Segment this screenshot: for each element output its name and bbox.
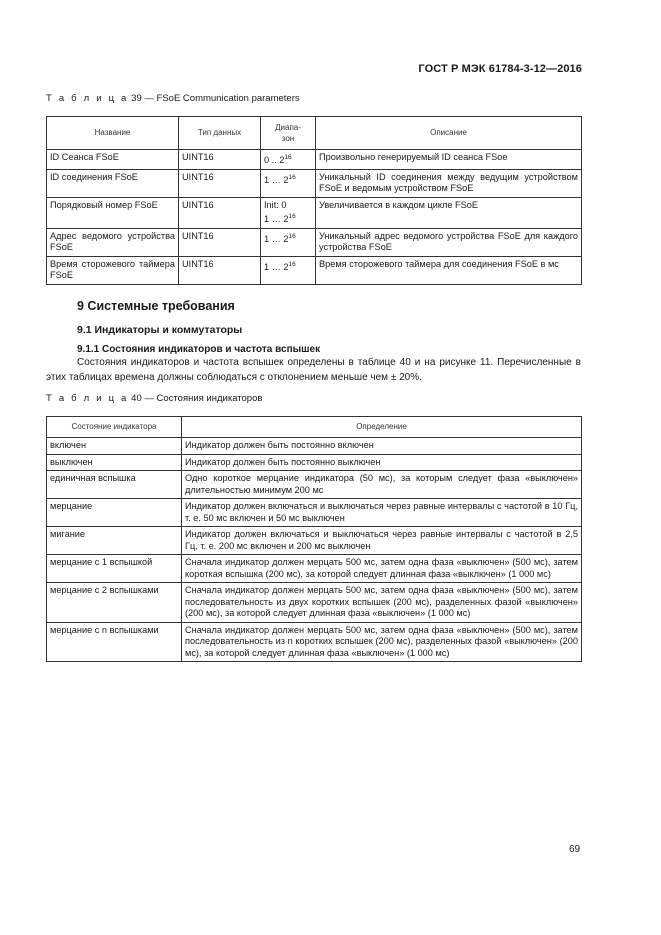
definition-cell: Сначала индикатор должен мерцать 500 мс, затем одна фаза «выключен» (500 мс), затем последовательность из n коротких вспышек (200 мс), разделенных фазой «выключен» (200 мс), за которой следует длинная фаза «выключен» (1 000 мс) [182, 622, 582, 662]
indicator-state-cell: мерцание с 1 вспышкой [47, 555, 182, 583]
range-value: 1 … 2 [264, 233, 289, 244]
indicator-state-cell: мерцание с 2 вспышками [47, 583, 182, 623]
definition-cell: Индикатор должен включаться и выключаться через равные интервалы с частотой в 10 Гц, т. е. 50 мс включен и 50 мс выключен [182, 499, 582, 527]
param-name-cell: ID соединения FSoE [47, 169, 179, 197]
caption-text: 40 — Состояния индикаторов [128, 393, 263, 404]
table-39 [46, 116, 582, 285]
description-cell: Уникальный адрес ведомого устройства FSoE для каждого устройства FSoE [316, 228, 582, 256]
range-cell [261, 169, 316, 197]
table-row [47, 169, 582, 197]
column-header: Определение [182, 417, 582, 438]
caption-prefix: Т а б л и ц а [46, 93, 129, 104]
document-header: ГОСТ Р МЭК 61784-3-12—2016 [418, 63, 582, 75]
range-cell [261, 228, 316, 256]
table-row [47, 228, 582, 256]
range-exponent: 16 [288, 232, 296, 240]
section-heading: 9 Системные требования [77, 299, 235, 313]
column-header: Описание [316, 117, 582, 150]
table-row [47, 454, 582, 471]
table-row [47, 197, 582, 228]
table-39-caption [46, 93, 300, 104]
subsection-heading: 9.1 Индикаторы и коммутаторы [77, 324, 243, 336]
page-number: 69 [569, 844, 581, 855]
range-exponent: 16 [284, 154, 292, 161]
table-row [47, 150, 582, 170]
definition-cell: Индикатор должен быть постоянно включен [182, 438, 582, 455]
indicator-state-cell: мерцание [47, 499, 182, 527]
column-header: Тип данных [179, 117, 261, 150]
indicator-state-cell: выключен [47, 454, 182, 471]
data-type-cell: UINT16 [179, 256, 261, 284]
column-header: Название [47, 117, 179, 150]
range-cell [261, 197, 316, 228]
range-exponent: 16 [288, 260, 296, 268]
description-cell: Произвольно генерируемый ID сеанса FSoe [316, 150, 582, 170]
indicator-state-cell: мерцание с n вспышками [47, 622, 182, 662]
definition-cell: Одно короткое мерцание индикатора (50 мс), за которым следует фаза «выключен» длительностью минимум 200 мс [182, 471, 582, 499]
param-name-cell: Время сторожевого таймера FSoE [47, 256, 179, 284]
table-row [47, 555, 582, 583]
caption-text: 39 — FSoE Communication parameters [128, 93, 300, 104]
data-type-cell: UINT16 [179, 197, 261, 228]
range-value: 1 … 2 [264, 174, 289, 185]
data-type-cell: UINT16 [179, 150, 261, 170]
table-row [47, 499, 582, 527]
table-row [47, 471, 582, 499]
caption-prefix: Т а б л и ц а [46, 393, 129, 404]
description-cell: Время сторожевого таймера для соединения FSoE в мс [316, 256, 582, 284]
indicator-state-cell: включен [47, 438, 182, 455]
indicator-state-cell: единичная вспышка [47, 471, 182, 499]
data-type-cell: UINT16 [179, 169, 261, 197]
subsubsection-heading: 9.1.1 Состояния индикаторов и частота вспышек [77, 344, 321, 355]
range-cell [261, 256, 316, 284]
param-name-cell: ID Сеанса FSoE [47, 150, 179, 170]
table-row [47, 256, 582, 284]
param-name-cell: Адрес ведомого устройства FSoE [47, 228, 179, 256]
range-cell [261, 150, 316, 170]
definition-cell: Сначала индикатор должен мерцать 500 мс, затем одна фаза «выключен» (500 мс), затем последовательность из двух коротких вспышек (200 мс), разделенных фазой «выключен» (200 мс), за которой следует длинная фаза «выключен» (1 000 мс) [182, 583, 582, 623]
indicator-state-cell: мигание [47, 527, 182, 555]
definition-cell: Индикатор должен включаться и выключаться через равные интервалы с частотой в 2,5 Гц, т. е. 200 мс включен и 200 мс выключен [182, 527, 582, 555]
body-paragraph: Состояния индикаторов и частота вспышек определены в таблице 40 и на рисунке 11. Перечисленные в этих таблицах времена должны соблюдаться с отклонением меньше чем ± 20%. [46, 357, 581, 383]
definition-cell: Сначала индикатор должен мерцать 500 мс, затем одна фаза «выключен» (500 мс), затем короткая вспышка (200 мс), за которой следует длинная фаза «выключен» (1 000 мс) [182, 555, 582, 583]
range-exponent: 16 [288, 213, 296, 221]
definition-cell: Индикатор должен быть постоянно выключен [182, 454, 582, 471]
range-value: 0 .. 2 [264, 155, 285, 166]
table-header-row [47, 117, 582, 150]
table-header-row [47, 417, 582, 438]
table-row [47, 583, 582, 623]
table-row [47, 438, 582, 455]
range-value: 1 … 2 [264, 261, 289, 272]
range-exponent: 16 [288, 173, 296, 181]
description-cell: Увеличивается в каждом цикле FSoE [316, 197, 582, 228]
column-header: Состояние индикатора [47, 417, 182, 438]
range-value: 1 … 2 [264, 214, 289, 225]
table-40 [46, 416, 582, 662]
table-row [47, 527, 582, 555]
table-row [47, 622, 582, 662]
column-header: Диапа- зон [261, 117, 316, 150]
description-cell: Уникальный ID соединения между ведущим устройством FSoE и ведомым устройством FSoE [316, 169, 582, 197]
param-name-cell: Порядковый номер FSoE [47, 197, 179, 228]
table-40-caption [46, 393, 262, 404]
range-value: Init: 0 [264, 199, 287, 210]
data-type-cell: UINT16 [179, 228, 261, 256]
